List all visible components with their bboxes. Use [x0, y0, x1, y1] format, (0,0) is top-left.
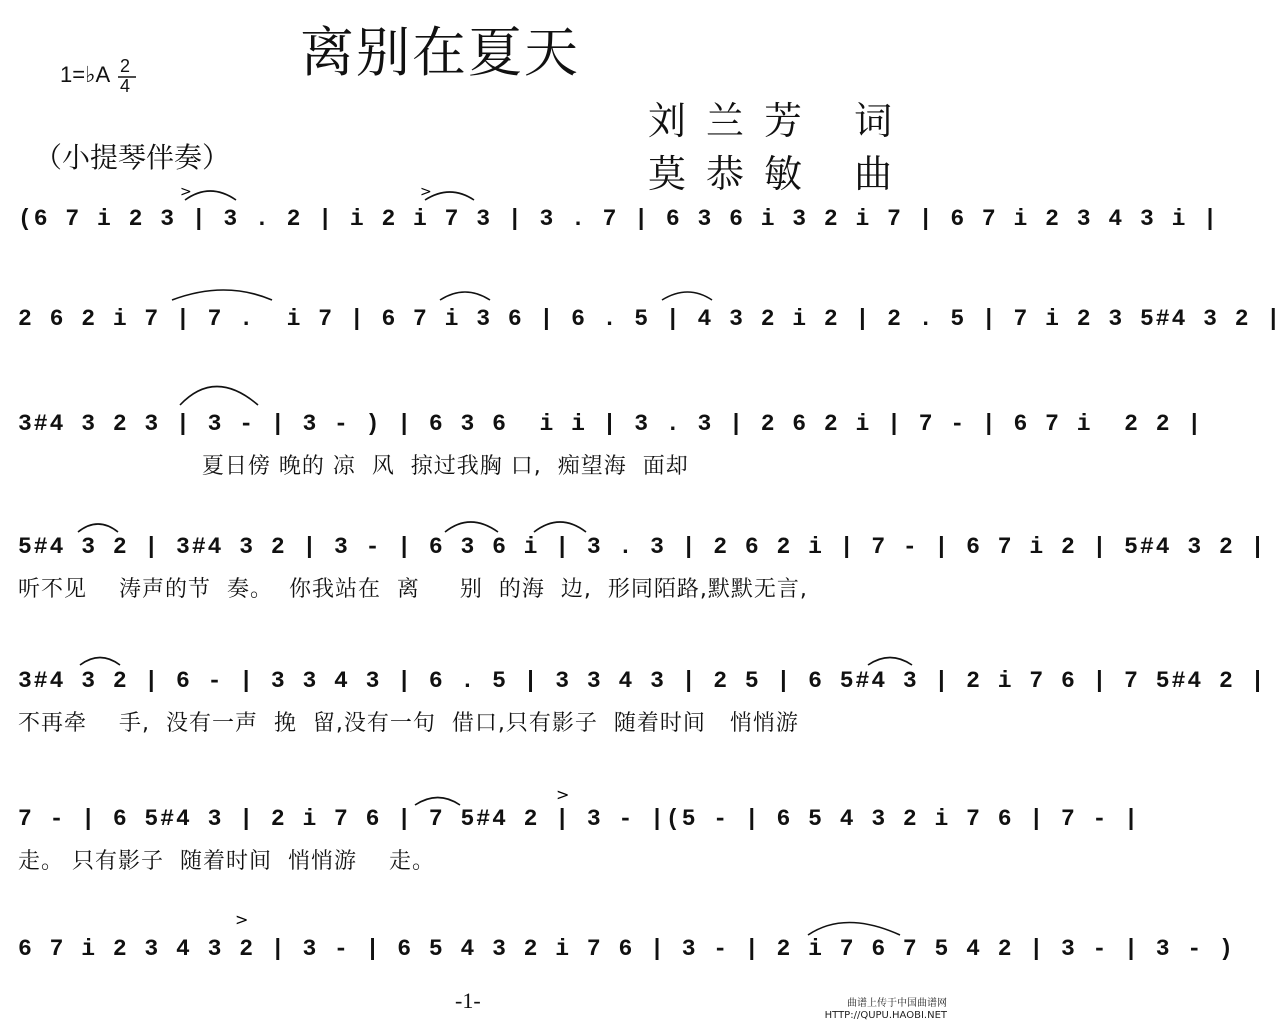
accent-icon: >: [556, 785, 570, 804]
slur-icon: [180, 387, 258, 406]
song-title: 离别在夏天: [300, 21, 580, 84]
slur-icon: [78, 524, 118, 532]
lyricist-credit: 刘兰芳 词: [648, 99, 913, 143]
lyrics-line: 走。 只有影子 随着时间 悄悄游 走。: [18, 849, 435, 874]
notation-text: 3#4 3 2 3 | 3 - | 3 - ) | 6 3 6 i i | 3 . 3 | 2 6 2 i | 7 - | 6 7 i 2 2 |: [18, 411, 1204, 437]
slur-icon: [662, 292, 712, 300]
slur-icon: [445, 522, 498, 532]
slur-icon: [868, 658, 912, 666]
slur-icon: [534, 522, 586, 532]
composer-credit: 莫恭敏 曲: [648, 152, 913, 196]
notation-text: (6 7 i 2 3 | 3 . 2 | i 2 i 7 3 | 3 . 7 | 6 3 6 i 3 2 i 7 | 6 7 i 2 3 4 3 i |: [18, 206, 1219, 232]
slur-icon: [80, 658, 120, 666]
slur-icon: [415, 798, 460, 806]
lyrics-line: 夏日傍 晚的 凉 风 掠过我胸 口, 痴望海 面却: [18, 454, 689, 479]
watermark-line-2: HTTP://QUPU.HAOBI.NET: [824, 1010, 947, 1021]
accent-icon: >: [420, 184, 432, 200]
notation-text: 5#4 3 2 | 3#4 3 2 | 3 - | 6 3 6 i | 3 . 3 | 2 6 2 i | 7 - | 6 7 i 2 | 5#4 3 2 |: [18, 534, 1267, 560]
meter-bottom: 4: [120, 76, 131, 96]
notation-text: 6 7 i 2 3 4 3 2 | 3 - | 6 5 4 3 2 i 7 6 | 3 - | 2 i 7 6 7 5 4 2 | 3 - | 3 - ): [18, 936, 1235, 962]
lyrics-line: 不再牵 手, 没有一声 挽 留,没有一句 借口,只有影子 随着时间 悄悄游: [18, 711, 799, 736]
meter-top: 2: [120, 56, 131, 76]
slur-icon: [185, 191, 236, 200]
slur-icon: [808, 923, 900, 936]
slur-icon: [440, 292, 490, 300]
slur-icon: [425, 192, 474, 200]
notation-text: 3#4 3 2 | 6 - | 3 3 4 3 | 6 . 5 | 3 3 4 3 | 2 5 | 6 5#4 3 | 2 i 7 6 | 7 5#4 2 |: [18, 668, 1267, 694]
page-number: -1-: [455, 988, 481, 1013]
slur-icon: [172, 290, 272, 300]
accompaniment-note: （小提琴伴奏）: [34, 141, 231, 174]
notation-text: 7 - | 6 5#4 3 | 2 i 7 6 | 7 5#4 2 | 3 - |(5 - | 6 5 4 3 2 i 7 6 | 7 - |: [18, 806, 1140, 832]
notation-text: 2 6 2 i 7 | 7 . i 7 | 6 7 i 3 6 | 6 . 5 | 4 3 2 i 2 | 2 . 5 | 7 i 2 3 5#4 3 2 |: [18, 306, 1282, 332]
key-signature: 1=♭A: [60, 62, 111, 87]
accent-icon: >: [180, 184, 192, 200]
watermark-line-1: 曲谱上传于中国曲谱网: [847, 998, 947, 1009]
lyrics-line: 听不见 涛声的节 奏。 你我站在 离 别 的海 边, 形同陌路,默默无言,: [18, 577, 808, 602]
accent-icon: >: [235, 910, 249, 929]
